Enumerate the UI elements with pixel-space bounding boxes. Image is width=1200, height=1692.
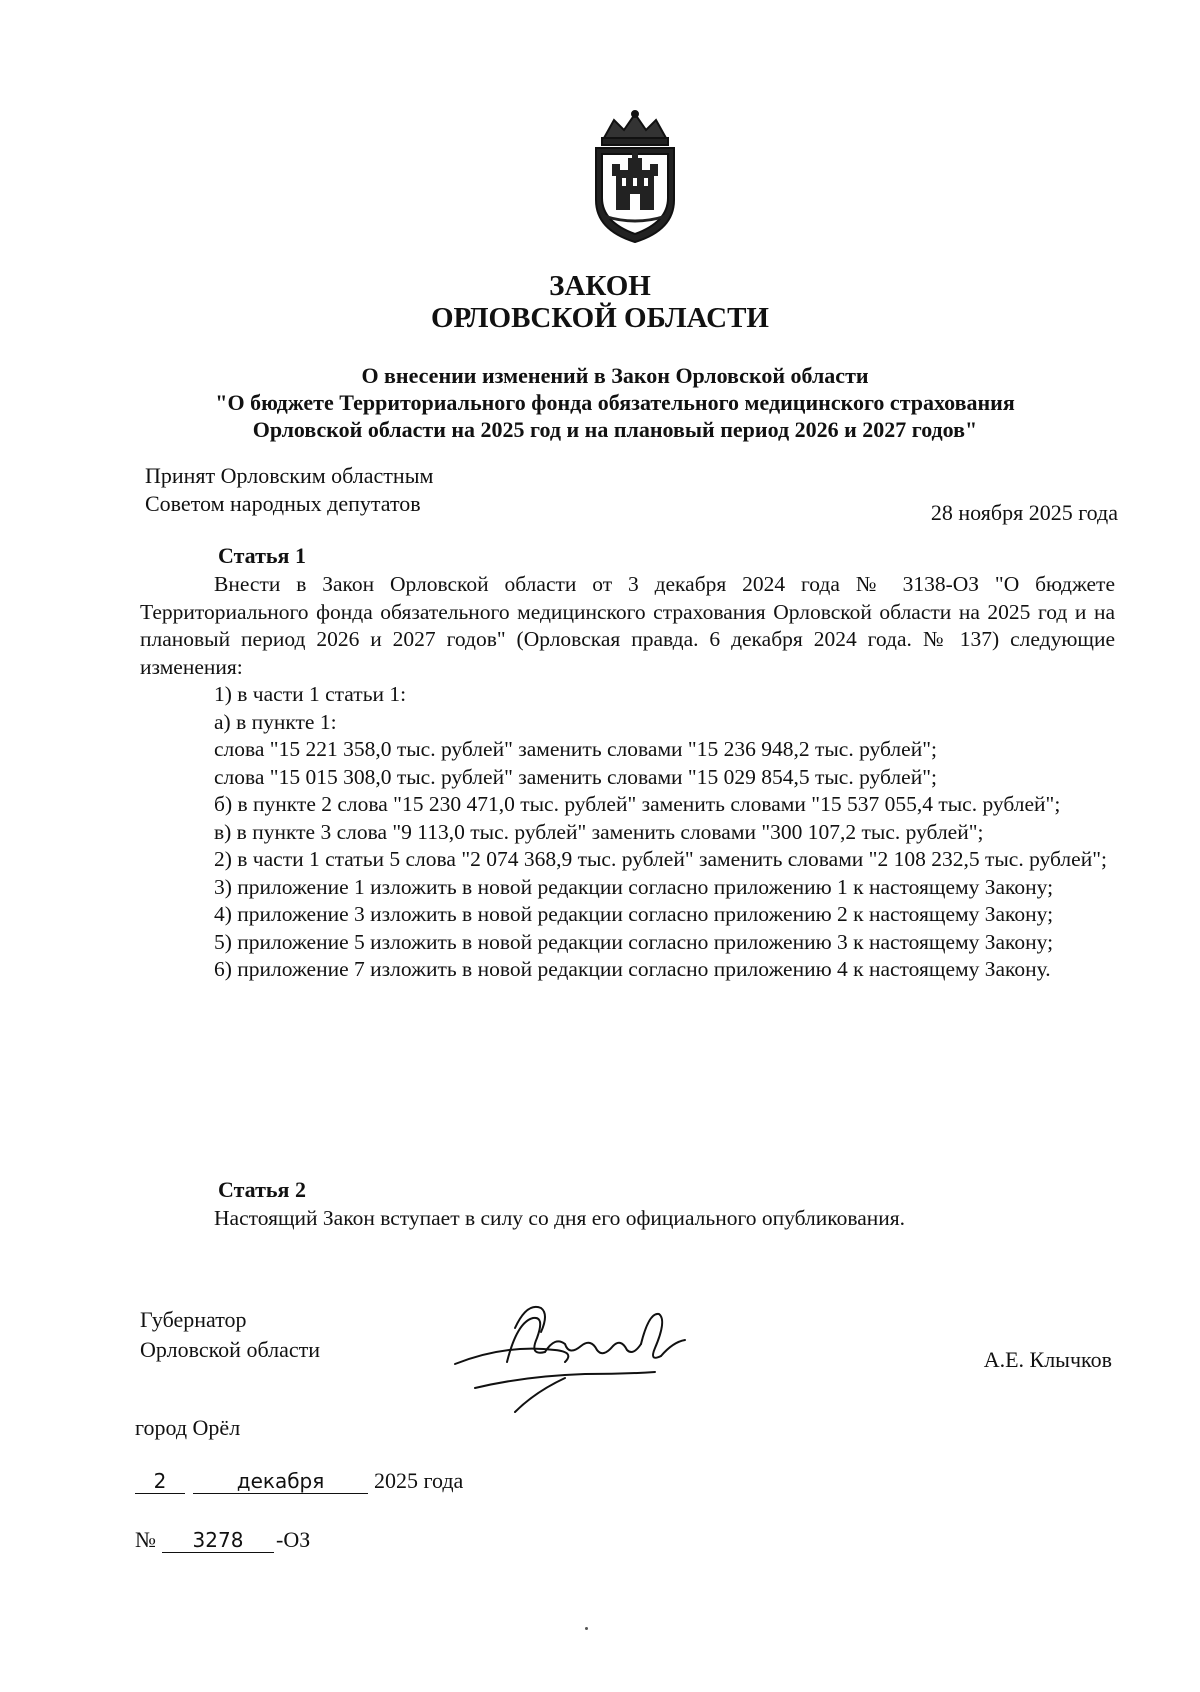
article-2-text: Настоящий Закон вступает в силу со дня его официального опубликования. bbox=[214, 1206, 906, 1230]
article-1-item: б) в пункте 2 слова "15 230 471,0 тыс. рублей" заменить словами "15 537 055,4 тыс. рублей"; bbox=[214, 792, 1061, 816]
signer-position-line: Губернатор bbox=[140, 1307, 247, 1332]
signing-city: город Орёл bbox=[135, 1415, 241, 1440]
signing-day: 2 bbox=[135, 1469, 185, 1494]
law-number bbox=[135, 1527, 310, 1553]
article-1-item: 2) в части 1 статьи 5 слова "2 074 368,9 тыс. рублей" заменить словами "2 108 232,5 тыс. рублей"; bbox=[214, 847, 1107, 871]
article-1-intro: Внести в Закон Орловской области от 3 декабря 2024 года № 3138-ОЗ "О бюджете Территориального фонда обязательного медицинского страхования Орловской области на 2025 год и на плановый период 2026 и 2027 годов" (Орловская правда. 6 декабря 2024 года. № 137) следующие изменения: bbox=[140, 572, 1115, 679]
signer-position-line: Орловской области bbox=[140, 1337, 320, 1362]
law-number-prefix: № bbox=[135, 1527, 156, 1552]
article-1-item: слова "15 015 308,0 тыс. рублей" заменить словами "15 029 854,5 тыс. рублей"; bbox=[214, 764, 937, 789]
law-number-value: 3278 bbox=[162, 1528, 274, 1553]
law-title-line: Орловской области на 2025 год и на плановый период 2026 и 2027 годов" bbox=[252, 417, 978, 442]
adoption-line: Советом народных депутатов bbox=[145, 491, 421, 516]
adoption-note bbox=[145, 462, 433, 518]
article-2-body bbox=[140, 1205, 1115, 1233]
article-1-item: 4) приложение 3 изложить в новой редакции согласно приложению 2 к настоящему Закону; bbox=[214, 902, 1054, 926]
article-1-item: 3) приложение 1 изложить в новой редакции согласно приложению 1 к настоящему Закону; bbox=[214, 874, 1054, 899]
article-1-title: Статья 1 bbox=[218, 543, 306, 568]
signing-year: 2025 года bbox=[374, 1468, 464, 1493]
signer-name: А.Е. Клычков bbox=[983, 1347, 1112, 1372]
document-type: ЗАКОН bbox=[549, 270, 651, 302]
article-1-item: а) в пункте 1: bbox=[214, 709, 337, 734]
article-1-item: слова "15 221 358,0 тыс. рублей" заменить словами "15 236 948,2 тыс. рублей"; bbox=[214, 737, 937, 761]
law-title-line: "О бюджете Территориального фонда обязательного медицинского страхования bbox=[215, 390, 1015, 415]
law-title bbox=[150, 362, 1080, 443]
law-number-suffix: -ОЗ bbox=[276, 1527, 311, 1552]
signing-date bbox=[135, 1468, 463, 1504]
adoption-date: 28 ноября 2025 года bbox=[930, 500, 1118, 525]
article-1-item: 6) приложение 7 изложить в новой редакции согласно приложению 4 к настоящему Закону. bbox=[214, 957, 1051, 981]
law-title-line: О внесении изменений в Закон Орловской области bbox=[361, 363, 869, 388]
article-1-body bbox=[140, 571, 1115, 984]
article-1-item: 5) приложение 5 изложить в новой редакции согласно приложению 3 к настоящему Закону; bbox=[214, 929, 1054, 954]
handwritten-signature bbox=[445, 1292, 695, 1422]
adoption-line: Принят Орловским областным bbox=[145, 463, 434, 488]
document-region: ОРЛОВСКОЙ ОБЛАСТИ bbox=[430, 302, 769, 334]
scan-speck bbox=[585, 1627, 588, 1630]
signing-month: декабря bbox=[193, 1469, 368, 1494]
article-1-item: 1) в части 1 статьи 1: bbox=[214, 682, 407, 706]
coat-of-arms-icon bbox=[582, 108, 688, 248]
signer-position bbox=[140, 1305, 320, 1365]
article-1-item: в) в пункте 3 слова "9 113,0 тыс. рублей" заменить словами "300 107,2 тыс. рублей"; bbox=[214, 819, 984, 844]
article-2-title: Статья 2 bbox=[218, 1177, 306, 1202]
